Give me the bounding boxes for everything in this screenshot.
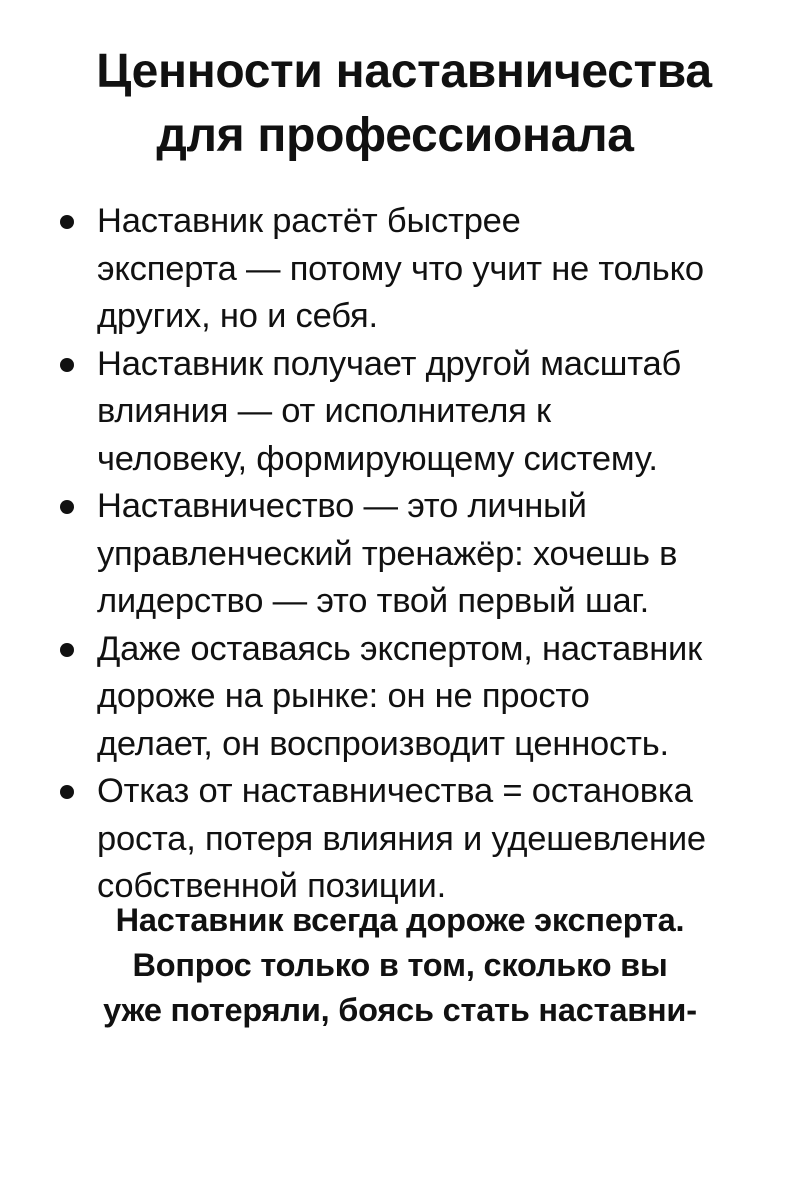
bullet-list [0, 198, 800, 911]
bullet-dot-icon [60, 643, 74, 657]
bullet-item [0, 341, 800, 484]
bullet-line: Даже оставаясь экспертом, наставник [97, 629, 703, 668]
bullet-line: управленческий тренажёр: хочешь в [97, 534, 678, 573]
bullet-dot-icon [60, 500, 74, 514]
closing-line: Вопрос только в том, сколько вы [132, 947, 668, 983]
bullet-line: дороже на рынке: он не просто [97, 677, 590, 715]
bullet-item [0, 483, 800, 626]
bullet-line: Отказ от наставничества = остановка [97, 772, 693, 810]
bullet-line: роста, потеря влияния и удешевление [97, 819, 706, 858]
bullet-line: других, но и себя. [97, 297, 378, 335]
bullet-dot-icon [60, 358, 74, 372]
bullet-line: собственной позиции. [97, 867, 446, 905]
bullet-dot-icon [60, 215, 74, 229]
bullet-item [0, 626, 800, 769]
title-line: для профессионала [156, 109, 634, 162]
closing-line: Наставник всегда дороже эксперта. [115, 902, 685, 938]
bullet-dot-icon [60, 785, 74, 799]
bullet-line: лидерство — это твой первый шаг. [97, 582, 650, 620]
bullet-line: эксперта — потому что учит не только [97, 249, 704, 288]
closing-line: уже потеряли, боясь стать наставни- [103, 992, 697, 1028]
bullet-line: Наставник растёт быстрее [97, 202, 521, 240]
bullet-item [0, 198, 800, 341]
bullet-line: Наставничество — это личный [97, 487, 587, 525]
bullet-line: делает, он воспроизводит ценность. [97, 724, 669, 763]
bullet-line: влияния — от исполнителя к [97, 392, 551, 430]
bullet-line: человеку, формирующему систему. [97, 439, 658, 478]
closing-statement [0, 898, 800, 1033]
bullet-item [0, 768, 800, 911]
bullet-line: Наставник получает другой масштаб [97, 344, 682, 383]
title-line: Ценности наставничества [96, 45, 712, 98]
page-title [0, 40, 800, 168]
